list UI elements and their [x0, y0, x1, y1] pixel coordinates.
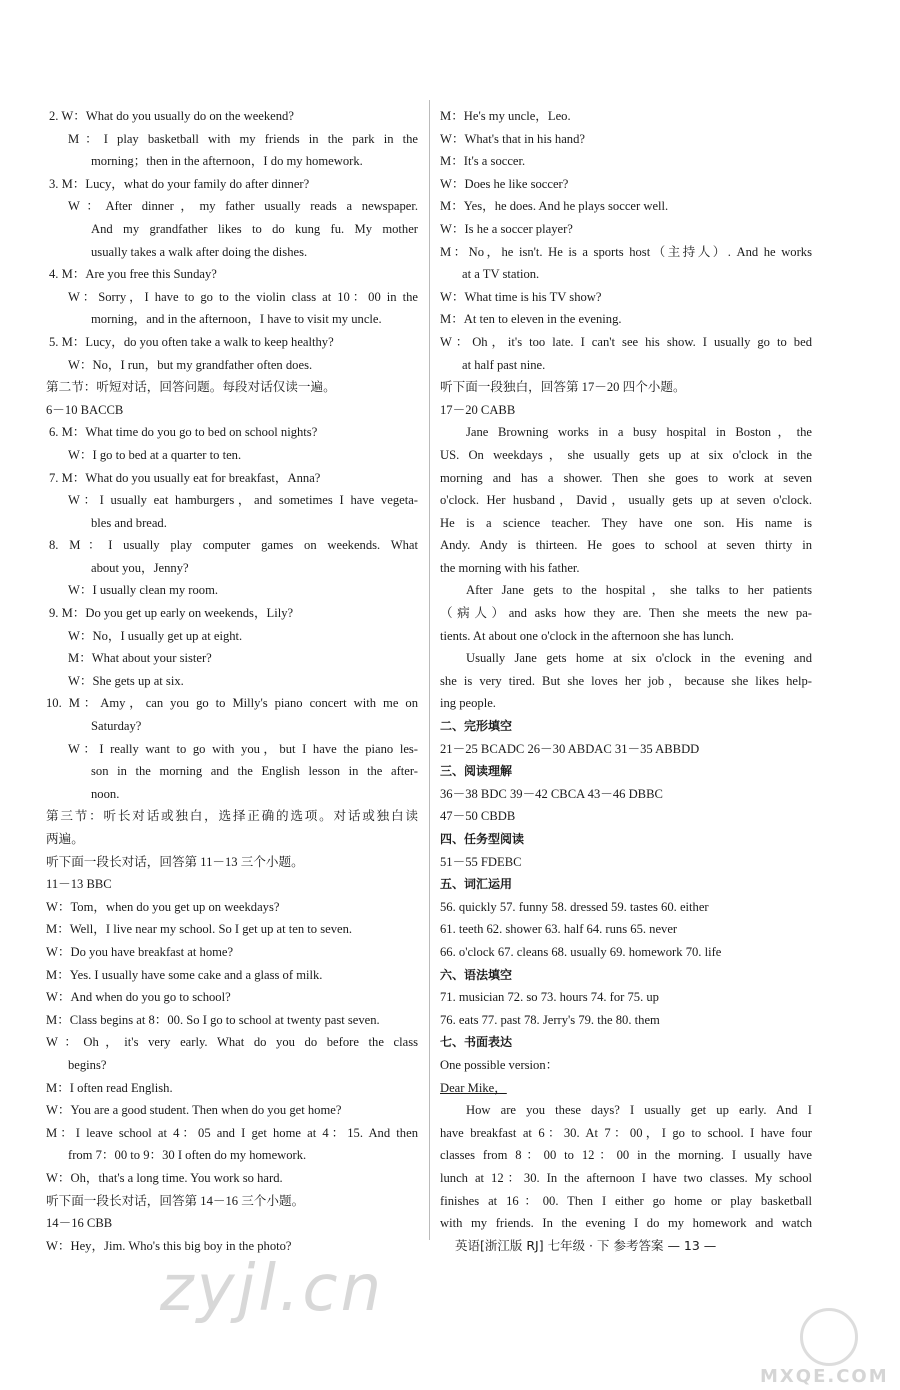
- text-line: at a TV station.: [462, 267, 540, 282]
- text-line: He is a science teacher. They have one son. His name is: [440, 515, 812, 530]
- text-line: W：Oh，it's very early. What do you do before the class: [46, 1035, 418, 1050]
- text-line: M：I often read English.: [46, 1080, 173, 1095]
- text-line: W：What's that in his hand?: [440, 131, 585, 146]
- watermark-seal-icon: [800, 1308, 858, 1366]
- text-line: One possible version：: [440, 1057, 559, 1072]
- text-line: o'clock. Her husband，David，usually gets up at seven o'clock.: [440, 493, 812, 508]
- text-line: 第三节：听长对话或独白，选择正确的选项。对话或独白读: [46, 809, 418, 824]
- text-line: US. On weekdays，she usually gets up at six o'clock in the: [440, 447, 812, 462]
- text-line: Saturday?: [91, 719, 142, 734]
- watermark-zyjl: zyjl.cn: [160, 1252, 385, 1326]
- text-line: morning and has a shower. Then she goes to work at seven: [440, 470, 812, 485]
- text-line: M：I leave school at 4：05 and I get home at 4：15. And then: [46, 1125, 418, 1140]
- text-line: After Jane gets to the hospital，she talks to her patients: [466, 583, 812, 598]
- watermark-mxqe: MXQE.COM: [760, 1366, 889, 1387]
- text-line: 76. eats 77. past 78. Jerry's 79. the 80. them: [440, 1012, 660, 1027]
- text-line: 56. quickly 57. funny 58. dressed 59. tastes 60. either: [440, 899, 709, 914]
- text-line: （病人）and asks how they are. Then she meets the new pa-: [440, 606, 812, 621]
- text-line: M：He's my uncle，Leo.: [440, 109, 571, 123]
- text-line: 47－50 CBDB: [440, 809, 516, 824]
- page-footer: 英语[浙江版 RJ] 七年级 · 下 参考答案 — 13 —: [455, 1238, 717, 1253]
- text-line: W：And when do you go to school?: [46, 990, 231, 1005]
- text-line: W：I usually clean my room.: [68, 583, 219, 598]
- text-line: 36－38 BDC 39－42 CBCA 43－46 DBBC: [440, 786, 663, 801]
- text-line: 2. W：What do you usually do on the weekend?: [49, 109, 294, 123]
- text-line: 14－16 CBB: [46, 1216, 113, 1231]
- text-line: Jane Browning works in a busy hospital in Boston，the: [466, 425, 812, 440]
- text-line: W：Oh，it's too late. I can't see his show. I usually go to bed: [440, 334, 812, 349]
- text-line: 11－13 BBC: [46, 877, 112, 892]
- text-line: Dear Mike，: [440, 1080, 507, 1095]
- text-line: 21－25 BCADC 26－30 ABDAC 31－35 ABBDD: [440, 741, 700, 756]
- text-line: W：Tom，when do you get up on weekdays?: [46, 899, 280, 914]
- text-line: 9. M：Do you get up early on weekends，Lily?: [49, 606, 294, 621]
- text-line: M：Yes，he does. And he plays soccer well.: [440, 199, 669, 214]
- text-line: 61. teeth 62. shower 63. half 64. runs 65. never: [440, 922, 678, 937]
- text-line: And my grandfather likes to do kung fu. My mother: [91, 221, 418, 236]
- text-line: M：It's a soccer.: [440, 154, 526, 169]
- text-line: W：I really want to go with you，but I have the piano les-: [68, 741, 418, 756]
- text-line: How are you these days? I usually get up early. And I: [466, 1103, 812, 1118]
- text-line: she is very tired. But she loves her job，because she likes help-: [440, 673, 812, 688]
- text-line: M：What about your sister?: [68, 651, 212, 666]
- text-line: Andy. Andy is thirteen. He goes to school at seven thirty in: [440, 538, 812, 553]
- text-line: 66. o'clock 67. cleans 68. usually 69. homework 70. life: [440, 944, 722, 959]
- text-line: M：Well，I live near my school. So I get up at ten to seven.: [46, 922, 353, 937]
- text-line: M：Yes. I usually have some cake and a glass of milk.: [46, 967, 323, 982]
- text-line: at half past nine.: [462, 357, 546, 372]
- right-column: [440, 105, 812, 1235]
- text-line: 10. M：Amy，can you go to Milly's piano concert with me on: [46, 696, 418, 711]
- text-line: W：Do you have breakfast at home?: [46, 944, 234, 959]
- text-line: have breakfast at 6：30. At 7：00，I go to school. I have four: [440, 1125, 812, 1140]
- text-line: 五、词汇运用: [440, 877, 513, 892]
- text-line: 3. M：Lucy，what do your family do after dinner?: [49, 176, 310, 191]
- text-line: 5. M：Lucy，do you often take a walk to keep healthy?: [49, 334, 334, 349]
- text-line: W：You are a good student. Then when do you get home?: [46, 1103, 342, 1118]
- text-line: 七、书面表达: [440, 1035, 513, 1050]
- text-line: begins?: [68, 1057, 107, 1072]
- text-line: morning；then in the afternoon，I do my homework.: [91, 154, 363, 169]
- text-line: the morning with his father.: [440, 560, 580, 575]
- text-line: from 7：00 to 9：30 I often do my homework.: [68, 1148, 307, 1163]
- text-line: bles and bread.: [91, 515, 167, 530]
- column-divider: [429, 100, 430, 1240]
- text-line: W：What time is his TV show?: [440, 289, 602, 304]
- text-line: tients. At about one o'clock in the afternoon she has lunch.: [440, 628, 734, 643]
- text-line: W：Does he like soccer?: [440, 176, 569, 191]
- text-line: lunch at 12：30. In the afternoon I have two classes. My school: [440, 1170, 812, 1185]
- text-line: 听下面一段长对话，回答第 14－16 三个小题。: [46, 1193, 305, 1208]
- text-line: 51－55 FDEBC: [440, 854, 522, 869]
- text-line: M：No，he isn't. He is a sports host（主持人）. And he works: [440, 244, 812, 259]
- text-line: noon.: [91, 786, 120, 801]
- text-line: M：I play basketball with my friends in the park in the: [68, 131, 418, 146]
- text-line: 7. M：What do you usually eat for breakfast，Anna?: [49, 470, 321, 485]
- text-line: 8. M：I usually play computer games on weekends. What: [49, 538, 418, 553]
- text-line: 两遍。: [46, 832, 84, 846]
- text-line: 六、语法填空: [440, 967, 513, 982]
- text-line: M：At ten to eleven in the evening.: [440, 312, 622, 327]
- text-line: 4. M：Are you free this Sunday?: [49, 267, 217, 282]
- text-line: son in the morning and the English lesson in the after-: [91, 764, 418, 779]
- text-line: 71. musician 72. so 73. hours 74. for 75. up: [440, 990, 659, 1005]
- text-line: classes from 8：00 to 12：00 in the morning. I usually have: [440, 1148, 812, 1163]
- text-line: W：Sorry，I have to go to the violin class at 10：00 in the: [68, 289, 418, 304]
- text-line: W：No，I run，but my grandfather often does.: [68, 357, 313, 372]
- left-column: [46, 105, 418, 1257]
- text-line: 17－20 CABB: [440, 402, 516, 417]
- text-line: 6－10 BACCB: [46, 402, 124, 417]
- text-line: 第二节：听短对话，回答问题。每段对话仅读一遍。: [46, 380, 336, 395]
- text-line: 听下面一段长对话，回答第 11－13 三个小题。: [46, 854, 304, 869]
- text-line: 听下面一段独白，回答第 17－20 四个小题。: [440, 380, 686, 395]
- text-line: W：Hey，Jim. Who's this big boy in the photo?: [46, 1238, 292, 1253]
- text-line: W：Oh，that's a long time. You work so hard.: [46, 1170, 283, 1185]
- text-line: Usually Jane gets home at six o'clock in the evening and: [466, 651, 812, 666]
- text-line: W：Is he a soccer player?: [440, 221, 573, 236]
- text-line: 四、任务型阅读: [440, 832, 525, 846]
- text-line: M：Class begins at 8：00. So I go to school at twenty past seven.: [46, 1012, 380, 1027]
- text-line: W：No，I usually get up at eight.: [68, 628, 243, 643]
- text-line: W：She gets up at six.: [68, 673, 184, 688]
- text-line: W：I go to bed at a quarter to ten.: [68, 447, 242, 462]
- text-line: W：I usually eat hamburgers，and sometimes I have vegeta-: [68, 493, 418, 508]
- text-line: usually takes a walk after doing the dishes.: [91, 244, 308, 259]
- text-line: 6. M：What time do you go to bed on school nights?: [49, 425, 318, 440]
- text-line: W：After dinner，my father usually reads a newspaper.: [68, 199, 418, 214]
- text-line: 三、阅读理解: [440, 764, 513, 779]
- text-line: ing people.: [440, 696, 496, 711]
- text-line: finishes at 16：00. Then I either go home or play basketball: [440, 1193, 812, 1208]
- text-line: 二、完形填空: [440, 719, 513, 734]
- text-line: about you，Jenny?: [91, 560, 189, 575]
- text-line: morning，and in the afternoon，I have to visit my uncle.: [91, 312, 382, 327]
- text-line: with my friends. In the evening I do my homework and watch: [440, 1216, 812, 1231]
